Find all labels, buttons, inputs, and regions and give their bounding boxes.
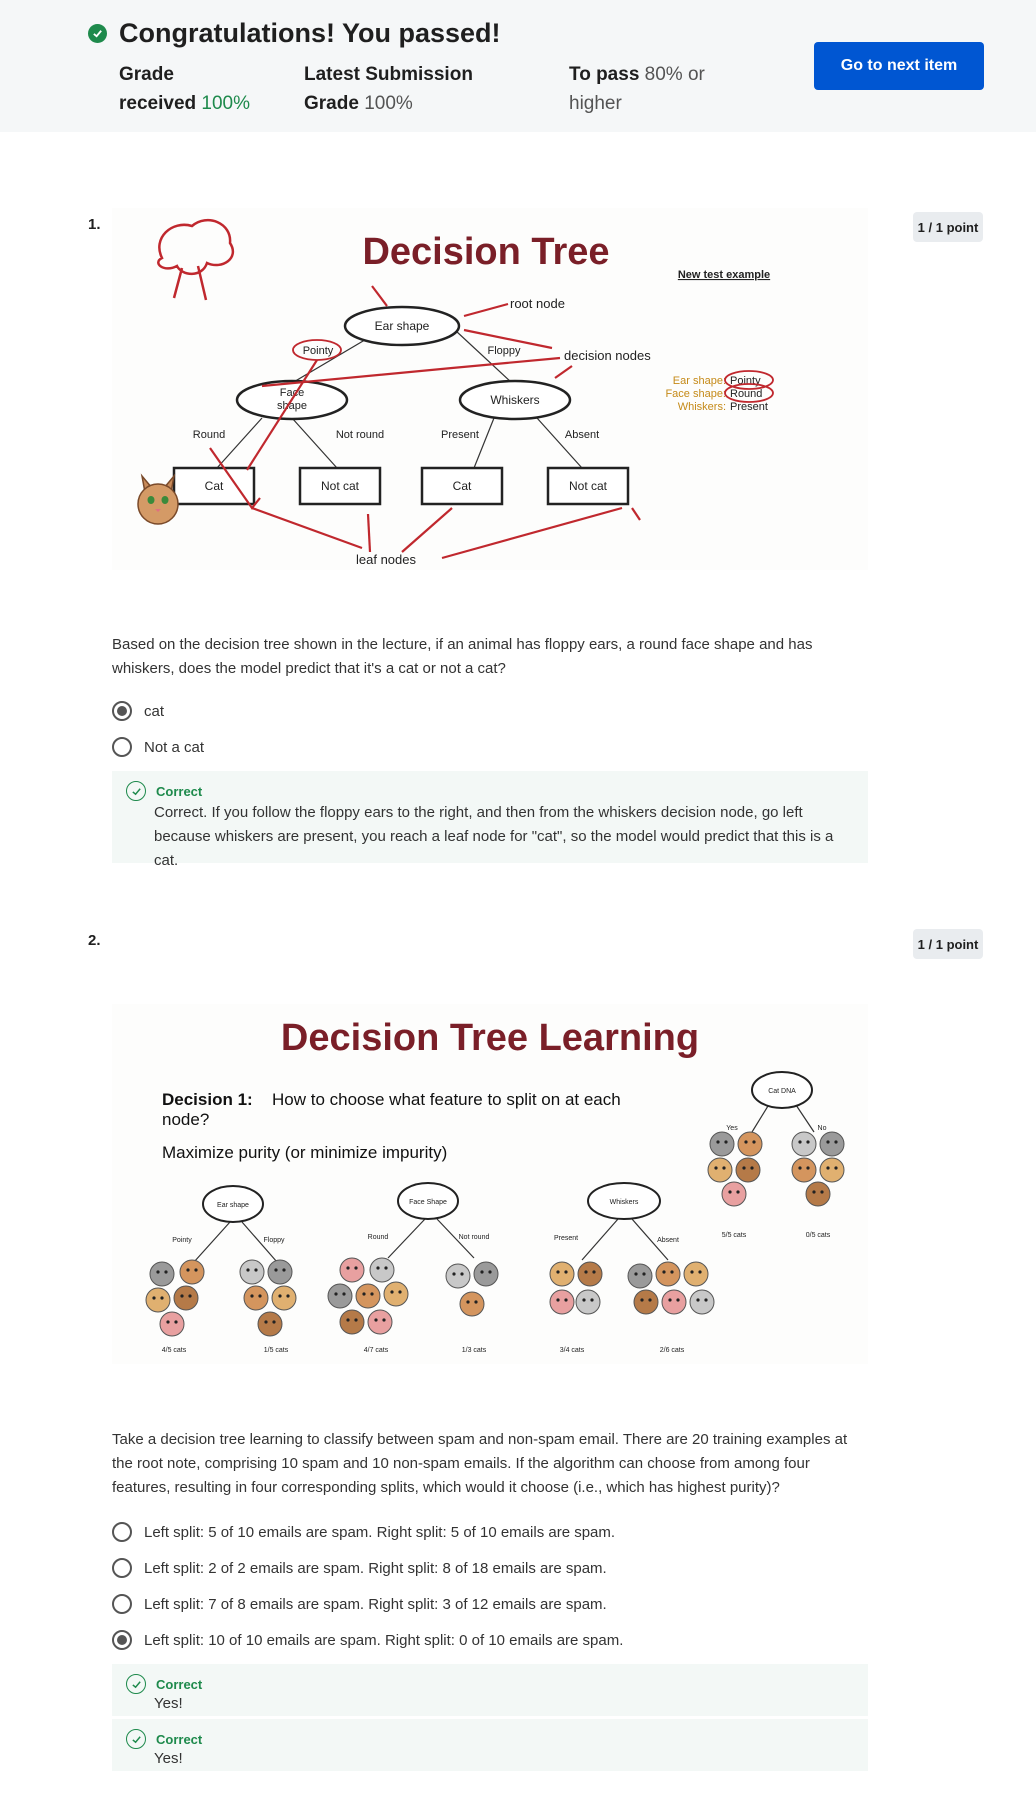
animal-eye-icon <box>156 1270 159 1273</box>
animal-eye-icon <box>690 1270 693 1273</box>
animal-eye-icon <box>278 1294 281 1297</box>
animal-eye-icon <box>820 1190 823 1193</box>
animal-eye-icon <box>564 1298 567 1301</box>
animal-face-icon <box>460 1292 484 1316</box>
animal-face-icon <box>656 1262 680 1286</box>
branch-yes: Yes <box>726 1125 738 1132</box>
animal-face-icon <box>356 1284 380 1308</box>
animal-face-icon <box>446 1264 470 1288</box>
figure-title: Decision Tree <box>362 231 610 273</box>
option-split-2[interactable]: Left split: 2 of 2 emails are spam. Right split: 8 of 18 emails are spam. <box>112 1558 607 1578</box>
animal-eye-icon <box>670 1270 673 1273</box>
animal-face-icon <box>708 1158 732 1182</box>
animal-eye-icon <box>258 1294 261 1297</box>
animal-face-icon <box>820 1158 844 1182</box>
animal-face-icon <box>792 1132 816 1156</box>
animal-eye-icon <box>736 1190 739 1193</box>
node-whiskers: Whiskers <box>609 1199 639 1206</box>
animal-eye-icon <box>346 1266 349 1269</box>
example-ear-value: Pointy <box>730 375 761 387</box>
animal-eye-icon <box>590 1298 593 1301</box>
animal-eye-icon <box>724 1140 727 1143</box>
count-1-3: 1/3 cats <box>461 1347 487 1354</box>
animal-eye-icon <box>384 1266 387 1269</box>
branch-pointy: Pointy <box>172 1237 192 1244</box>
animal-face-icon <box>634 1290 658 1314</box>
animal-face-icon <box>258 1312 282 1336</box>
animal-eye-icon <box>488 1270 491 1273</box>
animal-eye-icon <box>362 1292 365 1295</box>
animal-eye-icon <box>722 1166 725 1169</box>
animal-face-icon <box>662 1290 686 1314</box>
animal-eye-icon <box>556 1298 559 1301</box>
leaf-nodes-label: leaf nodes <box>356 552 416 567</box>
animal-eye-icon <box>640 1298 643 1301</box>
feedback-text: Yes! <box>154 1750 183 1767</box>
count-2-6: 2/6 cats <box>659 1347 685 1354</box>
radio-selected[interactable] <box>112 701 132 721</box>
points-badge: 1 / 1 point <box>913 212 983 242</box>
animal-eye-icon <box>334 1292 337 1295</box>
animal-face-icon <box>806 1182 830 1206</box>
passed-heading: Congratulations! You passed! <box>119 18 501 48</box>
animal-face-icon <box>690 1290 714 1314</box>
feedback-box <box>112 1664 868 1716</box>
option-split-4[interactable]: Left split: 10 of 10 emails are spam. Right split: 0 of 10 emails are spam. <box>112 1630 623 1650</box>
latest-grade-value: 100% <box>364 93 413 114</box>
points-badge: 1 / 1 point <box>913 929 983 959</box>
animal-face-icon <box>240 1260 264 1284</box>
example-whiskers-label: Whiskers: <box>677 401 726 413</box>
animal-eye-icon <box>374 1318 377 1321</box>
animal-eye-icon <box>194 1268 197 1271</box>
node-cat-dna: Cat DNA <box>768 1088 796 1095</box>
animal-eye-icon <box>742 1166 745 1169</box>
latest-submission-grade: Latest Submission Grade 100% <box>304 64 473 114</box>
grade-received: Grade received 100% <box>119 64 251 114</box>
animal-eye-icon <box>564 1270 567 1273</box>
animal-eye-icon <box>584 1270 587 1273</box>
branch-round: Round <box>192 429 226 441</box>
feedback-text: Yes! <box>154 1695 183 1712</box>
leaf-not-cat-1: Not cat <box>320 479 360 493</box>
decision-1-bold: Decision 1: <box>162 1090 253 1109</box>
animal-eye-icon <box>452 1272 455 1275</box>
example-ear-label: Ear shape: <box>672 375 726 387</box>
branch-absent: Absent <box>564 429 600 441</box>
animal-eye-icon <box>152 1296 155 1299</box>
branch-round: Round <box>367 1234 389 1241</box>
animal-face-icon <box>384 1282 408 1306</box>
animal-face-icon <box>272 1286 296 1310</box>
question-prompt: Based on the decision tree shown in the lecture, if an animal has floppy ears, a round face shape and has whiskers, does the model predict that it's a cat or not a cat? <box>112 636 813 677</box>
radio-unselected[interactable] <box>112 1522 132 1542</box>
radio-unselected[interactable] <box>112 1558 132 1578</box>
question-prompt: Take a decision tree learning to classify between spam and non-spam email. There are 20 training examples at the root note, comprising 10 spam and 10 non-spam emails. If the algorithm can choose from among four features, resulting in four corresponding splits, which would it choose (i.e., which has highest purity)? <box>112 1431 848 1496</box>
animal-face-icon <box>576 1290 600 1314</box>
animal-face-icon <box>628 1264 652 1288</box>
animal-eye-icon <box>826 1166 829 1169</box>
root-node-label: root node <box>510 296 565 311</box>
decision-tree-learning-figure <box>112 1004 868 1364</box>
animal-eye-icon <box>466 1300 469 1303</box>
animal-face-icon <box>710 1132 734 1156</box>
check-circle-icon <box>126 781 146 801</box>
animal-eye-icon <box>812 1190 815 1193</box>
animal-eye-icon <box>164 1270 167 1273</box>
animal-eye-icon <box>716 1140 719 1143</box>
animal-eye-icon <box>744 1140 747 1143</box>
example-face-label: Face shape: <box>665 388 726 400</box>
option-split-3[interactable]: Left split: 7 of 8 emails are spam. Right split: 3 of 12 emails are spam. <box>112 1594 607 1614</box>
animal-eye-icon <box>160 1296 163 1299</box>
animal-face-icon <box>180 1260 204 1284</box>
animal-eye-icon <box>180 1294 183 1297</box>
animal-eye-icon <box>752 1140 755 1143</box>
animal-face-icon <box>340 1310 364 1334</box>
animal-eye-icon <box>668 1298 671 1301</box>
animal-eye-icon <box>634 1272 637 1275</box>
animal-eye-icon <box>354 1318 357 1321</box>
branch-no: No <box>817 1125 827 1132</box>
animal-face-icon <box>328 1284 352 1308</box>
option-cat[interactable]: cat <box>112 701 164 721</box>
decision-nodes-label: decision nodes <box>564 348 651 363</box>
decision-1-text: How to choose what feature to split on at each <box>272 1090 621 1109</box>
animal-face-icon <box>550 1262 574 1286</box>
animal-eye-icon <box>166 1320 169 1323</box>
animal-eye-icon <box>806 1140 809 1143</box>
branch-not-round: Not round <box>458 1234 490 1241</box>
branch-floppy: Floppy <box>263 1237 285 1244</box>
question-number: 1. <box>88 216 101 233</box>
check-circle-icon <box>126 1674 146 1694</box>
maximize-purity-text: Maximize purity (or minimize impurity) <box>162 1143 448 1162</box>
animal-face-icon <box>268 1260 292 1284</box>
node-face-shape-1: Face <box>279 387 305 399</box>
animal-eye-icon <box>642 1272 645 1275</box>
animal-face-icon <box>340 1258 364 1282</box>
branch-pointy: Pointy <box>302 345 334 357</box>
animal-eye-icon <box>460 1272 463 1275</box>
count-0-5: 0/5 cats <box>805 1232 831 1239</box>
animal-eye-icon <box>246 1268 249 1271</box>
animal-eye-icon <box>696 1298 699 1301</box>
result-banner <box>0 0 1036 132</box>
animal-face-icon <box>736 1158 760 1182</box>
animal-eye-icon <box>382 1318 385 1321</box>
animal-eye-icon <box>272 1320 275 1323</box>
count-5-5: 5/5 cats <box>721 1232 747 1239</box>
radio-unselected[interactable] <box>112 737 132 757</box>
example-face-value: Round <box>730 388 763 400</box>
go-to-next-item-button[interactable]: Go to next item <box>814 42 984 90</box>
new-test-label: New test example <box>677 269 771 281</box>
animal-face-icon <box>684 1262 708 1286</box>
leaf-cat-1: Cat <box>204 479 224 493</box>
option-not-a-cat[interactable]: Not a cat <box>112 737 204 757</box>
animal-eye-icon <box>342 1292 345 1295</box>
animal-eye-icon <box>834 1166 837 1169</box>
count-4-7: 4/7 cats <box>363 1347 389 1354</box>
animal-eye-icon <box>798 1140 801 1143</box>
animal-eye-icon <box>264 1320 267 1323</box>
animal-eye-icon <box>186 1268 189 1271</box>
count-1-5: 1/5 cats <box>263 1347 289 1354</box>
node-ear-shape: Ear shape <box>374 319 430 333</box>
animal-eye-icon <box>826 1140 829 1143</box>
animal-eye-icon <box>480 1270 483 1273</box>
banner-title <box>88 18 501 49</box>
animal-face-icon <box>160 1312 184 1336</box>
check-circle-icon <box>126 1729 146 1749</box>
branch-absent: Absent <box>657 1237 679 1244</box>
animal-eye-icon <box>354 1266 357 1269</box>
animal-eye-icon <box>676 1298 679 1301</box>
animal-face-icon <box>792 1158 816 1182</box>
check-circle-icon <box>88 24 107 43</box>
animal-face-icon <box>722 1182 746 1206</box>
feedback-label: Correct <box>156 1676 203 1692</box>
leaf-cat-2: Cat <box>452 479 472 493</box>
animal-eye-icon <box>286 1294 289 1297</box>
animal-face-icon <box>368 1310 392 1334</box>
animal-eye-icon <box>370 1292 373 1295</box>
example-whiskers-value: Present <box>730 401 768 413</box>
feedback-label: Correct <box>156 783 203 799</box>
decision-1-text-2: node? <box>162 1110 210 1129</box>
animal-eye-icon <box>188 1294 191 1297</box>
decision-tree-figure <box>112 208 868 570</box>
to-pass: To pass 80% or higher <box>569 64 705 114</box>
animal-face-icon <box>578 1262 602 1286</box>
animal-face-icon <box>474 1262 498 1286</box>
node-face-shape-2: shape <box>277 400 307 412</box>
animal-face-icon <box>738 1132 762 1156</box>
animal-face-icon <box>244 1286 268 1310</box>
animal-eye-icon <box>806 1166 809 1169</box>
animal-eye-icon <box>750 1166 753 1169</box>
animal-eye-icon <box>274 1268 277 1271</box>
animal-eye-icon <box>648 1298 651 1301</box>
animal-eye-icon <box>834 1140 837 1143</box>
animal-eye-icon <box>398 1290 401 1293</box>
animal-eye-icon <box>662 1270 665 1273</box>
figure-title: Decision Tree Learning <box>280 1017 700 1059</box>
branch-present: Present <box>553 1235 579 1242</box>
animal-eye-icon <box>714 1166 717 1169</box>
animal-eye-icon <box>704 1298 707 1301</box>
feedback-text: Correct. If you follow the floppy ears to the right, and then from the whiskers decision node, go left because whiskers are present, you reach a leaf node for "cat", so the model would predict that this is a cat. <box>154 804 834 869</box>
feedback-box <box>112 1719 868 1771</box>
count-4-5: 4/5 cats <box>161 1347 187 1354</box>
node-face-shape: Face Shape <box>409 1199 447 1206</box>
branch-not-round: Not round <box>335 429 385 441</box>
count-3-4: 3/4 cats <box>559 1347 585 1354</box>
animal-face-icon <box>550 1290 574 1314</box>
animal-eye-icon <box>346 1318 349 1321</box>
animal-eye-icon <box>582 1298 585 1301</box>
animal-eye-icon <box>728 1190 731 1193</box>
animal-eye-icon <box>282 1268 285 1271</box>
branch-floppy: Floppy <box>487 345 521 357</box>
animal-eye-icon <box>698 1270 701 1273</box>
grade-received-value: 100% <box>201 93 251 114</box>
feedback-label: Correct <box>156 1731 203 1747</box>
radio-unselected[interactable] <box>112 1594 132 1614</box>
node-whiskers: Whiskers <box>490 393 540 407</box>
animal-eye-icon <box>390 1290 393 1293</box>
animal-eye-icon <box>592 1270 595 1273</box>
question-number: 2. <box>88 932 101 949</box>
animal-eye-icon <box>474 1300 477 1303</box>
feedback-box <box>112 771 868 869</box>
option-split-1[interactable]: Left split: 5 of 10 emails are spam. Right split: 5 of 10 emails are spam. <box>112 1522 615 1542</box>
leaf-not-cat-2: Not cat <box>568 479 608 493</box>
animal-eye-icon <box>556 1270 559 1273</box>
node-ear-shape: Ear shape <box>217 1202 249 1209</box>
animal-face-icon <box>150 1262 174 1286</box>
animal-eye-icon <box>798 1166 801 1169</box>
animal-face-icon <box>820 1132 844 1156</box>
branch-present: Present <box>441 429 479 441</box>
animal-eye-icon <box>250 1294 253 1297</box>
radio-selected[interactable] <box>112 1630 132 1650</box>
animal-face-icon <box>370 1258 394 1282</box>
animal-eye-icon <box>254 1268 257 1271</box>
animal-eye-icon <box>174 1320 177 1323</box>
animal-face-icon <box>174 1286 198 1310</box>
animal-eye-icon <box>376 1266 379 1269</box>
animal-face-icon <box>146 1288 170 1312</box>
